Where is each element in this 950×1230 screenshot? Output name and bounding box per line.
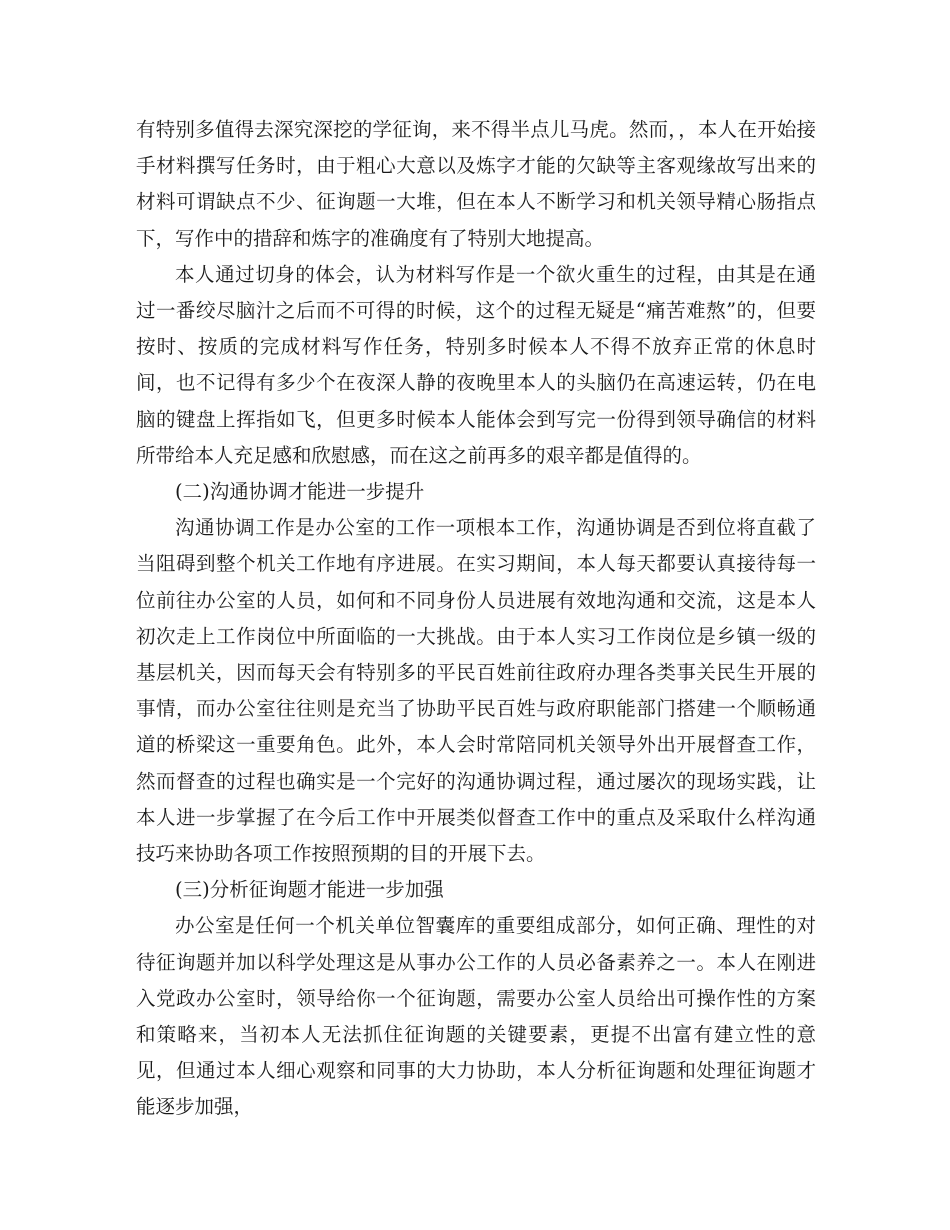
document-body (136, 112, 816, 1126)
paragraph-communication: 沟通协调工作是办公室的工作一项根本工作，沟通协调是否到位将直截了当阻碍到整个机关工作地有序进展。在实习期间，本人每天都要认真接待每一位前往办公室的人员，如何和不同身份人员进展有效地沟通和交流，这是本人初次走上工作岗位中所面临的一大挑战。由于本人实习工作岗位是乡镇一级的基层机关，因而每天会有特别多的平民百姓前往政府办理各类事关民生开展的事情，而办公室往往则是充当了协助平民百姓与政府职能部门搭建一个顺畅通道的桥梁这一重要角色。此外，本人会时常陪同机关领导外出开展督查工作，然而督查的过程也确实是一个完好的沟通协调过程，通过屡次的现场实践，让本人进一步掌握了在今后工作中开展类似督查工作中的重点及采取什么样沟通技巧来协助各项工作按照预期的目的开展下去。 (136, 516, 816, 866)
section-heading-analysis: (三)分析征询题才能进一步加强 (175, 878, 444, 902)
paragraph-material-writing: 本人通过切身的体会，认为材料写作是一个欲火重生的过程，由其是在通过一番绞尽脑汁之后而不可得的时候，这个的过程无疑是“痛苦难熬”的，但要按时、按质的完成材料写作任务，特别多时候本人不得不放弃正常的休息时间，也不记得有多少个在夜深人静的夜晚里本人的头脑仍在高速运转，仍在电脑的键盘上挥指如飞，但更多时候本人能体会到写完一份得到领导确信的材料所带给本人充足感和欣慰感，而在这之前再多的艰辛都是值得的。 (136, 262, 816, 467)
section-heading-communication: (二)沟通协调才能进一步提升 (175, 480, 425, 504)
paragraph-analysis: 办公室是任何一个机关单位智囊库的重要组成部分，如何正确、理性的对待征询题并加以科学处理这是从事办公工作的人员必备素养之一。本人在刚进入党政办公室时，领导给你一个征询题，需要办公室人员给出可操作性的方案和策略来，当初本人无法抓住征询题的关键要素，更提不出富有建立性的意见，但通过本人细心观察和同事的大力协助，本人分析征询题和处理征询题才能逐步加强， (136, 914, 816, 1119)
paragraph-continued: 有特别多值得去深究深挖的学征询，来不得半点儿马虎。然而，，本人在开始接手材料撰写任务时，由于粗心大意以及炼字才能的欠缺等主客观缘故写出来的材料可谓缺点不少、征询题一大堆，但在本人不断学习和机关领导精心肠指点下，写作中的措辞和炼字的准确度有了特别大地提高。 (136, 118, 816, 250)
